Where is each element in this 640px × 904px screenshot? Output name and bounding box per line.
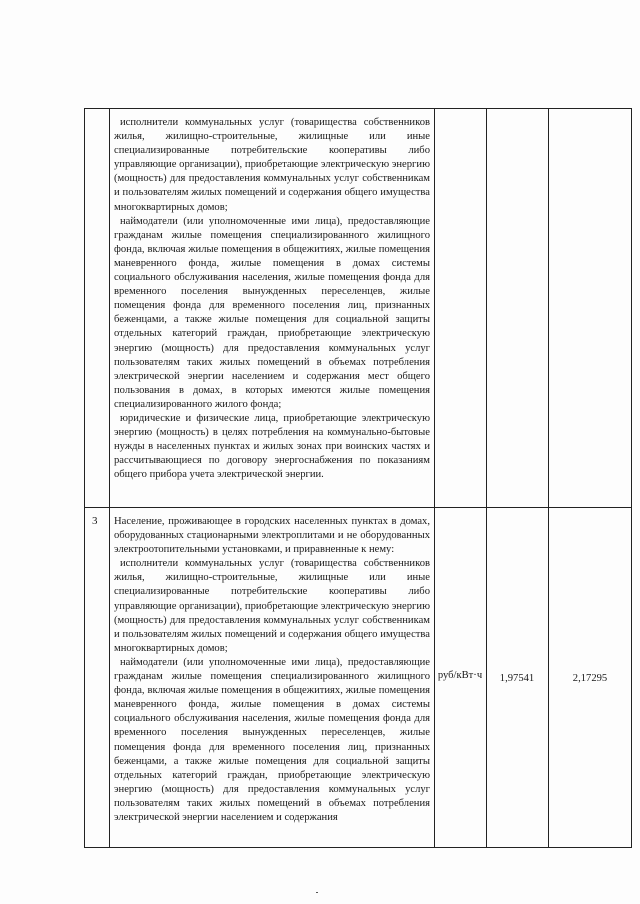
table-border-right xyxy=(631,108,632,848)
column-divider-2 xyxy=(434,108,435,848)
tariff-value-1: 1,97541 xyxy=(499,673,535,684)
row-top-paragraph-3: юридические и физические лица, приобретающие электрическую энергию (мощность) в целях потребления на коммунально-бытовые нужды в населенных пунктах и жилых зонах при воинских частях и рассчитывающиеся по договору энергоснабжения по показаниям общего прибора учета электрической энергии. xyxy=(114,412,430,481)
tariff-value-2: 2,17295 xyxy=(572,673,608,684)
scan-speck xyxy=(316,892,318,893)
row-top-description xyxy=(114,116,430,482)
row-divider xyxy=(84,507,632,508)
row-3-paragraph-2: исполнители коммунальных услуг (товарищества собственников жилья, жилищно-строительные, жилищные или иные специализированные потребительские кооперативы либо управляющие организации), приобретающие электрическую энергию (мощность) для предоставления коммунальных услуг собственникам и пользователям жилых помещений и содержания общего имущества многоквартирных домов; xyxy=(114,558,430,654)
row-3-paragraph-3: наймодатели (или уполномоченные ими лица), предоставляющие гражданам жилые помещения специализированного жилищного фонда, включая жилые помещения в общежитиях, жилые помещения маневренного фонда, жилые помещения в домах системы социального обслуживания населения, жилые помещения фонда для временного поселения вынужденных переселенцев, жилые помещения фонда для временного поселения лиц, признанных беженцами, а также жилые помещения для социальной защиты отдельных категорий граждан, приобретающие электрическую энергию (мощность) для предоставления коммунальных услуг пользователям таких жилых помещений в объемах потребления электрической энергии населением и содержания xyxy=(114,656,430,823)
row-top-paragraph-1: исполнители коммунальных услуг (товарищества собственников жилья, жилищно-строительные, жилищные или иные специализированные потребительские кооперативы либо управляющие организации), приобретающие электрическую энергию (мощность) для предоставления коммунальных услуг собственникам и пользователям жилых помещений и содержания общего имущества многоквартирных домов; xyxy=(114,117,430,213)
row-number: 3 xyxy=(92,515,98,527)
row-top-paragraph-2: наймодатели (или уполномоченные ими лица), предоставляющие гражданам жилые помещения специализированного жилищного фонда, включая жилые помещения в общежитиях, жилые помещения маневренного фонда, жилые помещения в домах системы социального обслуживания населения, жилые помещения фонда для временного поселения вынужденных переселенцев, жилые помещения фонда для временного поселения лиц, признанных беженцами, а также жилые помещения для социальной защиты отдельных категорий граждан, приобретающие электрическую энергию (мощность) для предоставления коммунальных услуг пользователям таких жилых помещений в объемах потребления электрической энергии населением и содержания мест общего пользования в домах, в которых имеются жилые помещения специализированного жилого фонда; xyxy=(114,215,430,410)
table-border-top xyxy=(84,108,632,109)
row-3-description xyxy=(114,515,430,825)
column-divider-1 xyxy=(109,108,110,848)
column-divider-3 xyxy=(486,108,487,848)
column-divider-4 xyxy=(548,108,549,848)
table-border-left xyxy=(84,108,85,848)
table-border-bottom xyxy=(84,847,632,848)
unit-cell: руб/кВт·ч xyxy=(437,670,483,681)
row-3-paragraph-1: Население, проживающее в городских населенных пунктах в домах, оборудованных стационарными электроплитами и не оборудованных электроотопительными установками, и приравненные к нему: xyxy=(114,516,430,556)
